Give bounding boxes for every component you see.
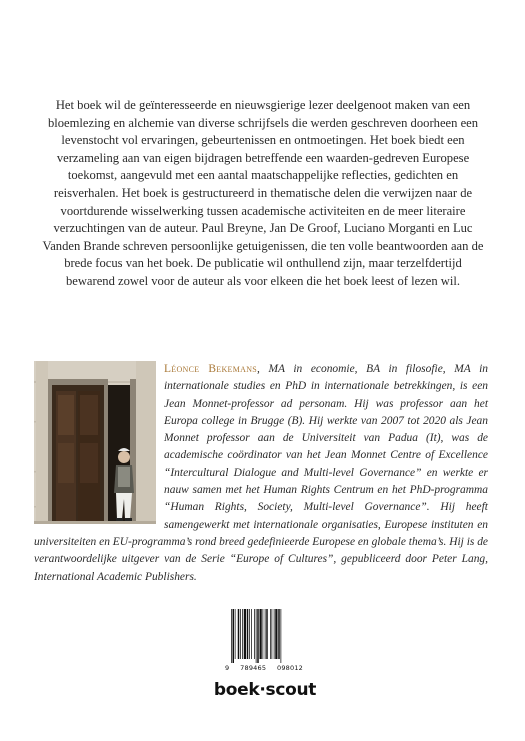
barcode-bar — [233, 609, 235, 663]
barcode-bar — [272, 609, 273, 659]
barcode-bar — [256, 609, 257, 663]
author-name: Léonce Bekemans — [164, 363, 258, 375]
barcode-bar — [266, 609, 268, 659]
barcode-bar — [274, 609, 275, 659]
barcode-bar — [249, 609, 250, 659]
barcode-digits-right: 098012 — [276, 664, 303, 672]
barcode-bar — [254, 609, 255, 659]
barcode-bar — [231, 609, 232, 663]
barcode-bar — [235, 609, 236, 659]
publisher-logo-part1: boek — [213, 680, 260, 700]
barcode-bar — [260, 609, 262, 659]
barcode-bar — [251, 609, 252, 659]
barcode-bar — [244, 609, 246, 659]
isbn-barcode — [225, 609, 303, 674]
barcode-digits-left: 789465 — [240, 664, 267, 672]
barcode-bar — [278, 609, 280, 659]
barcode-number — [225, 664, 303, 672]
barcode-bar — [242, 609, 243, 659]
publisher-logo — [205, 680, 325, 700]
barcode-bar — [270, 609, 271, 659]
book-blurb: Het boek wil de geïnteresseerde en nieuwsgierige lezer deelgenoot maken van een bloemlezing en alchemie van diverse schrijfsels die werden geschreven doorheen een levenstocht vol ervaringen, gebeurtenissen en ontmoetingen. Het boek biedt een verzameling aan van eigen bijdragen betreffende een waarden-gedreven Europese toekomst, aangevuld met een aantal maatschappelijke reflecties, gedichten en reisverhalen. Het boek is gestructureerd in thematische delen die verwijzen naar de voortdurende wisselwerking tussen academische activiteiten en de meer literaire verzuchtingen van de auteur. Paul Breyne, Jan De Groof, Luciano Morganti en Luc Vanden Brande schreven persoonlijke getuigenissen, die ten volle beantwoorden aan de brede focus van het boek. De publicatie wil onthullend zijn, maar terzelfdertijd bewarend zowel voor de auteur als voor elkeen die het boek leest of lezen wil. — [42, 98, 484, 288]
barcode-bar — [263, 609, 264, 659]
author-bio — [34, 361, 488, 586]
barcode-bar — [238, 609, 240, 659]
author-bio-text: , MA in economie, BA in filosofie, MA in internationale studies en PhD in internationale betrekkingen, is een Jean Monnet-professor ad personam. Hij was professor aan het Europa college in Brugge (B). Hij werkte van 2007 tot 2020 als Jean Monnet professor aan de Universiteit van Padua (It), was de academische coördinator van het Jean Monnet Centre of Excellence “Intercultural Dialogue and Multi-level Governance” en werkte er nauw samen met het Human Rights Centrum en het PhD-programma “Human Rights, Society, Multi-level Governance”. Hij heeft samengewerkt met internationale organisaties, Europese instituten en universiteiten en EU-programma’s rond breed gedefinieerde Europese en globale thema’s. Hij is de verantwoordelijke uitgever van de Serie “Europe of Cultures”, gepubliceerd door Peter Lang, International Academic Publishers. — [34, 363, 488, 583]
barcode-bar — [265, 609, 266, 659]
publisher-logo-part2: scout — [265, 680, 317, 700]
barcode-bar — [240, 609, 241, 659]
barcode-bar — [257, 609, 259, 663]
barcode-bar — [281, 609, 282, 663]
barcode-bar — [247, 609, 249, 659]
barcode-digit-prefix: 9 — [225, 664, 230, 672]
publisher-logo-dot: · — [259, 680, 266, 700]
barcode-bar — [275, 609, 277, 659]
